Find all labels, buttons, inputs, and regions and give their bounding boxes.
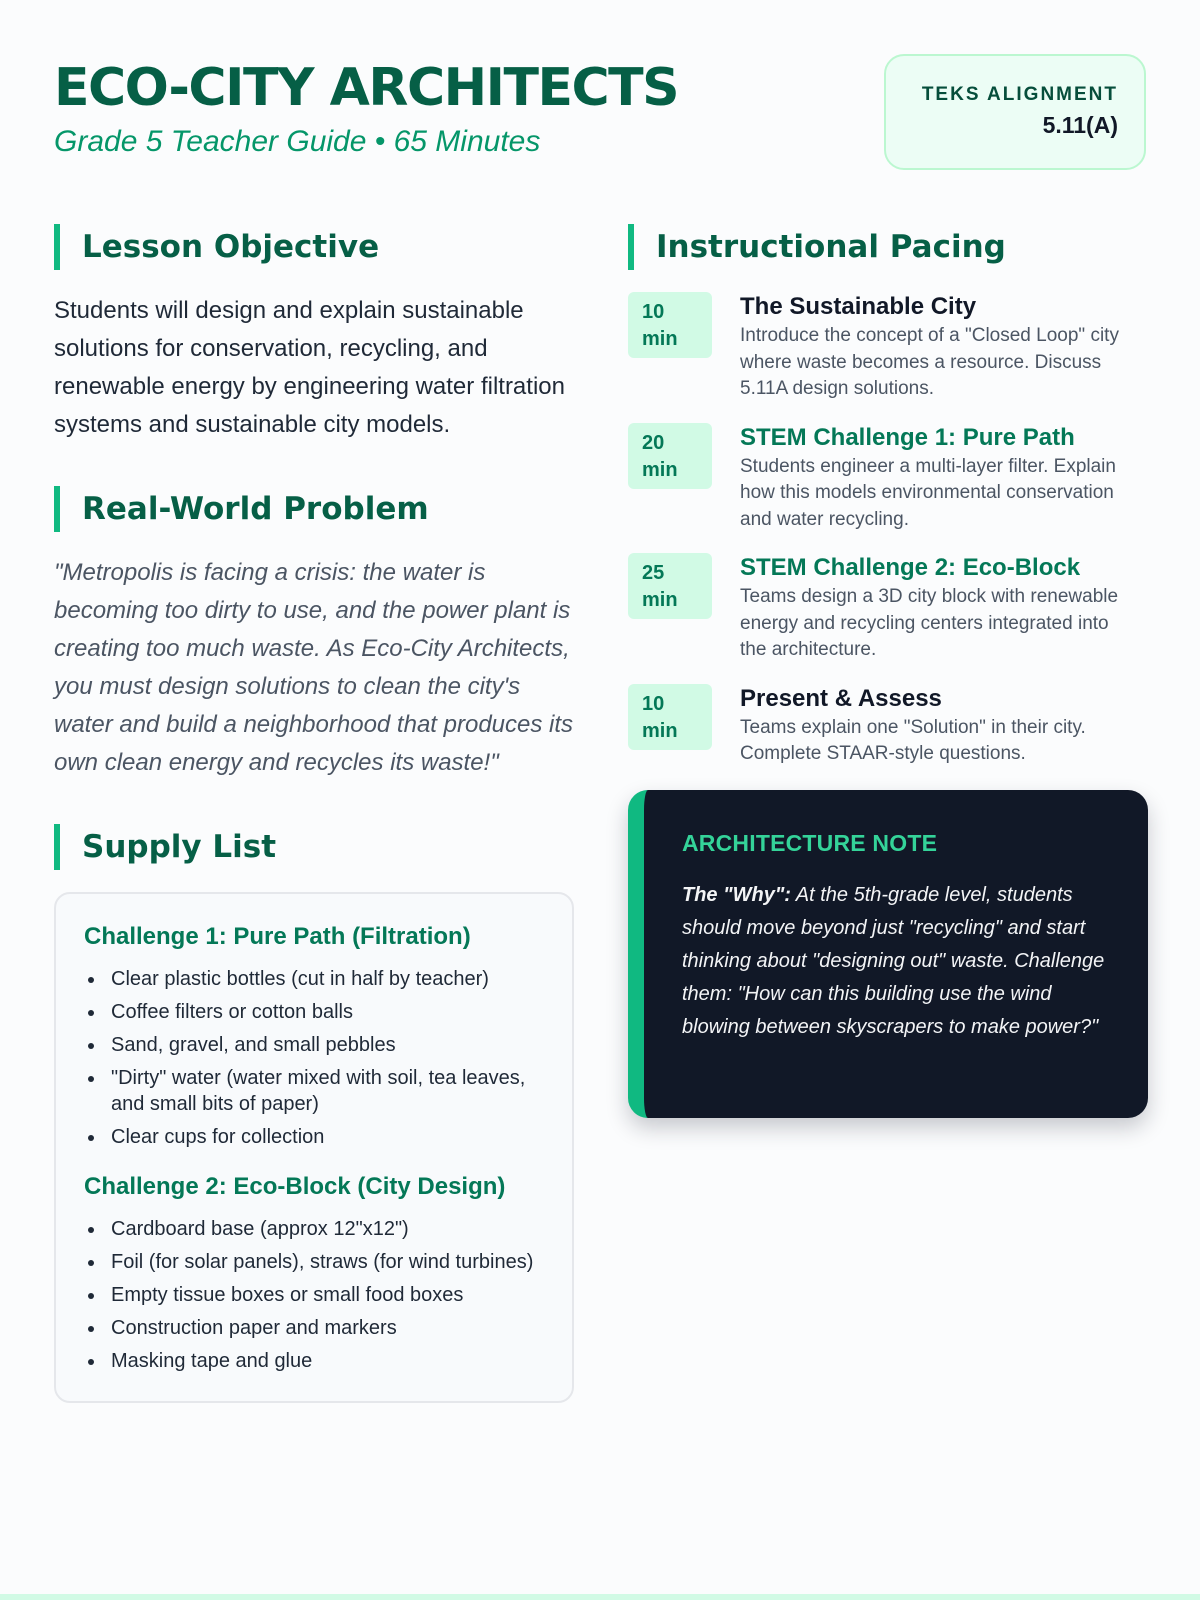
time-minutes: 10 xyxy=(642,301,665,323)
note-lead: The "Why": xyxy=(682,883,791,906)
list-item: Sand, gravel, and small pebbles xyxy=(84,1032,546,1058)
objective-heading: Lesson Objective xyxy=(54,224,574,270)
list-item: Coffee filters or cotton balls xyxy=(84,999,546,1025)
teks-label: TEKS ALIGNMENT xyxy=(921,84,1118,105)
right-column xyxy=(628,224,1148,1118)
time-unit: min xyxy=(642,719,678,742)
time-badge xyxy=(628,684,712,750)
time-badge xyxy=(628,423,712,489)
pacing-item xyxy=(628,684,1148,768)
list-item: Clear plastic bottles (cut in half by teacher) xyxy=(84,966,546,992)
time-unit: min xyxy=(642,589,678,611)
supply-list-box xyxy=(54,892,574,1403)
list-item: "Dirty" water (water mixed with soil, tea leaves, and small bits of paper) xyxy=(84,1065,546,1117)
challenge-1-title: Challenge 1: Pure Path (Filtration) xyxy=(84,923,471,950)
pacing-title: STEM Challenge 2: Eco-Block xyxy=(740,554,1081,581)
supply-heading: Supply List xyxy=(54,824,574,870)
pacing-list xyxy=(628,292,1148,768)
time-minutes: 20 xyxy=(642,431,665,454)
page-header xyxy=(54,56,814,162)
pacing-description: Teams explain one "Solution" in their city. Complete STAAR-style questions. xyxy=(740,716,1086,764)
page-subtitle: Grade 5 Teacher Guide • 65 Minutes xyxy=(54,125,541,158)
time-minutes: 10 xyxy=(642,692,665,715)
pacing-body xyxy=(740,553,1140,664)
pacing-item xyxy=(628,423,1148,534)
list-item: Construction paper and markers xyxy=(84,1315,546,1341)
challenge-2-title: Challenge 2: Eco-Block (City Design) xyxy=(84,1173,506,1200)
pacing-description: Introduce the concept of a "Closed Loop" city where waste becomes a resource. Discuss 5.11A design solutions. xyxy=(740,325,1119,399)
pacing-title: STEM Challenge 1: Pure Path xyxy=(740,423,1075,451)
pacing-heading: Instructional Pacing xyxy=(628,224,1148,270)
architecture-note-card xyxy=(628,790,1148,1118)
note-text xyxy=(682,879,1112,1044)
pacing-body xyxy=(740,684,1140,768)
challenge-1-supplies xyxy=(84,966,546,1150)
list-item: Masking tape and glue xyxy=(84,1348,546,1374)
problem-heading: Real-World Problem xyxy=(54,486,574,532)
pacing-description: Students engineer a multi-layer filter. Explain how this models environmental conservation and water recycling. xyxy=(740,455,1116,530)
pacing-body xyxy=(740,423,1140,534)
page-title: ECO-CITY ARCHITECTS xyxy=(54,58,679,118)
bottom-accent-bar xyxy=(0,1594,1200,1600)
problem-text: "Metropolis is facing a crisis: the water is becoming too dirty to use, and the power plant is creating too much waste. As Eco-City Architects, you must design solutions to clean the city's water and build a neighborhood that produces its own clean energy and recycles its waste!" xyxy=(54,559,574,776)
time-unit: min xyxy=(642,458,678,481)
pacing-title: Present & Assess xyxy=(740,684,942,712)
pacing-body xyxy=(740,292,1140,403)
list-item: Clear cups for collection xyxy=(84,1124,546,1150)
list-item: Cardboard base (approx 12"x12") xyxy=(84,1216,546,1242)
pacing-item xyxy=(628,553,1148,664)
objective-text: Students will design and explain sustainable solutions for conservation, recycling, and renewable energy by engineering water filtration systems and sustainable city models. xyxy=(54,297,565,438)
pacing-title: The Sustainable City xyxy=(740,293,977,320)
pacing-item xyxy=(628,292,1148,403)
teks-alignment-badge xyxy=(884,54,1146,170)
time-badge xyxy=(628,553,712,619)
teks-value: 5.11(A) xyxy=(1042,112,1118,138)
time-badge xyxy=(628,292,712,358)
list-item: Foil (for solar panels), straws (for wind turbines) xyxy=(84,1249,546,1275)
pacing-description: Teams design a 3D city block with renewable energy and recycling centers integrated into the architecture. xyxy=(740,586,1119,660)
challenge-2-supplies xyxy=(84,1216,546,1374)
time-minutes: 25 xyxy=(642,562,665,584)
note-body: At the 5th-grade level, students should move beyond just "recycling" and start thinking about "designing out" waste. Challenge them: "How can this building use the wind blowing between skyscrapers to make power?" xyxy=(682,883,1105,1038)
left-column xyxy=(54,224,574,1403)
time-unit: min xyxy=(642,328,678,350)
note-label: ARCHITECTURE NOTE xyxy=(682,829,938,856)
list-item: Empty tissue boxes or small food boxes xyxy=(84,1282,546,1308)
